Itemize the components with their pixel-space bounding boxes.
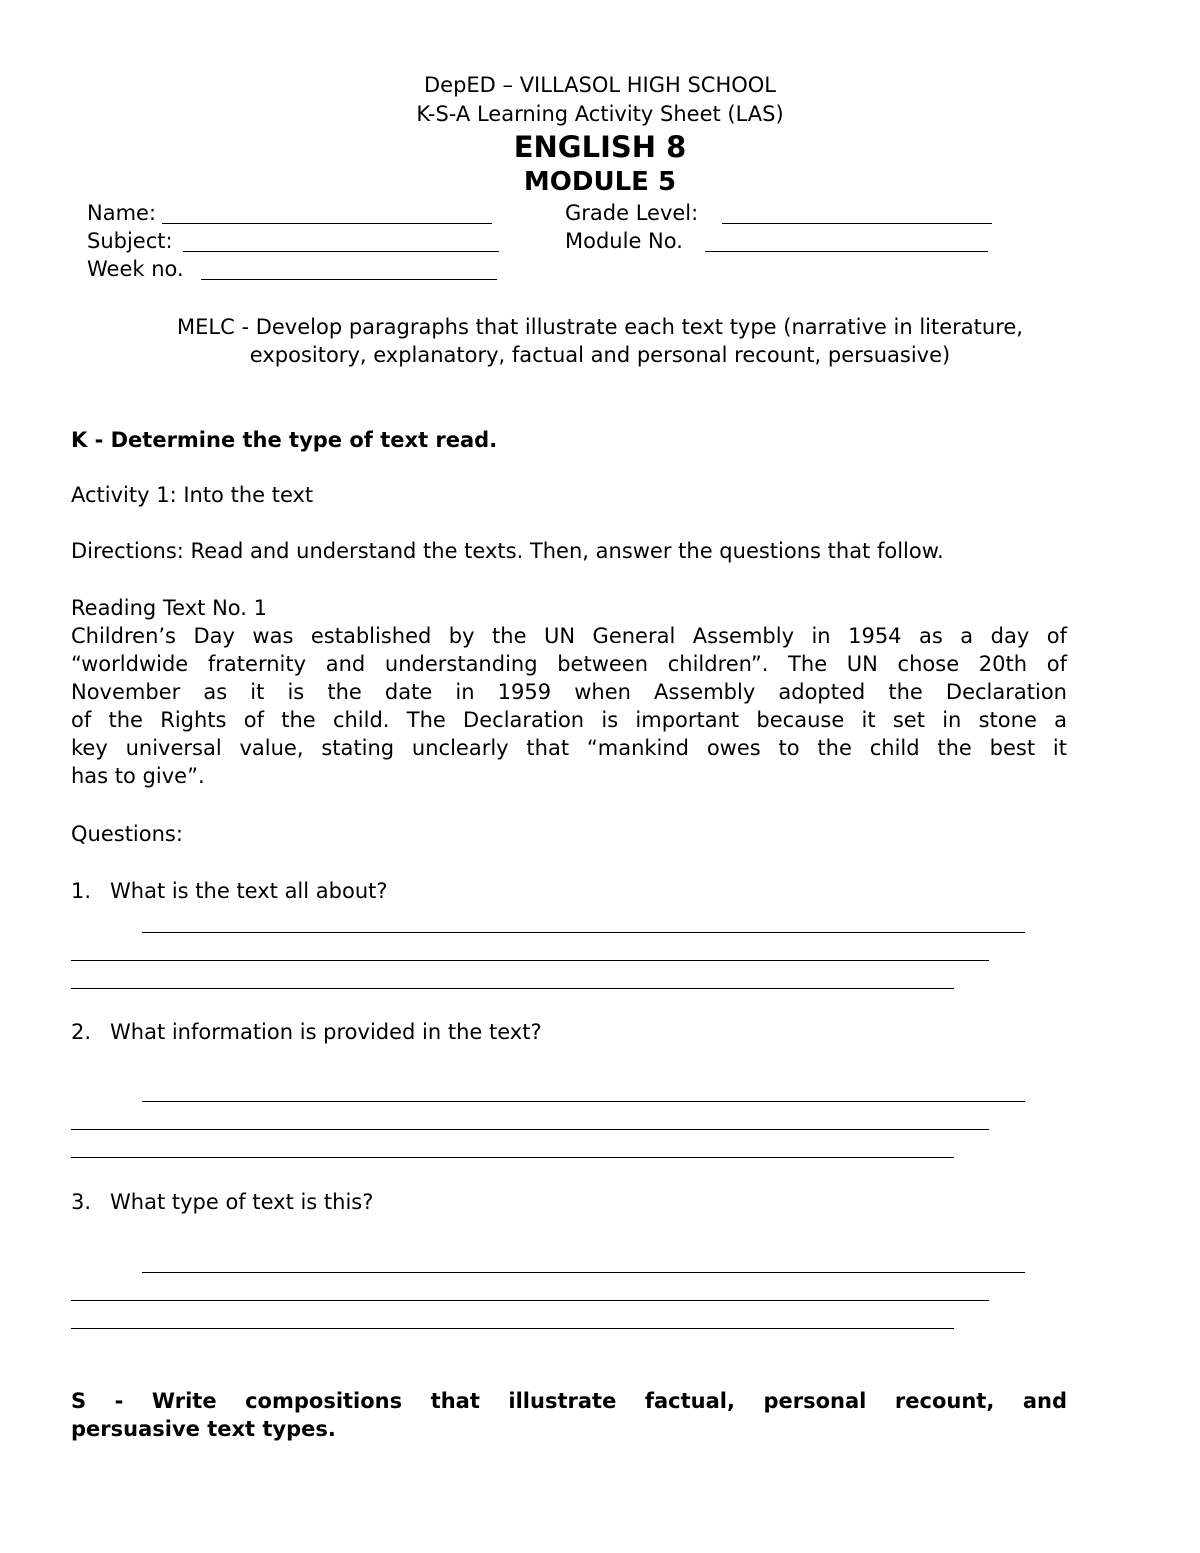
reading-text [71, 622, 1067, 790]
reading-title: Reading Text No. 1 [71, 596, 267, 620]
week-label: Week no. [87, 257, 184, 281]
answer-line[interactable] [71, 1300, 989, 1301]
directions: Directions: Read and understand the texts. Then, answer the questions that follow. [71, 539, 944, 563]
answer-line[interactable] [142, 1272, 1025, 1273]
module-no-label: Module No. [565, 229, 683, 253]
module-title: MODULE 5 [523, 167, 677, 197]
question-1-text: What is the text all about? [110, 879, 388, 903]
s-heading-line-1: S - Write compositions that illustrate factual, personal recount, and [71, 1389, 1067, 1413]
questions-label: Questions: [71, 822, 183, 846]
activity-title: Activity 1: Into the text [71, 483, 314, 507]
s-heading [71, 1387, 1067, 1443]
reading-line: of the Rights of the child. The Declaration is important because it set in stone a [71, 708, 1067, 732]
melc-line-1: MELC - Develop paragraphs that illustrate each text type (narrative in literature, [177, 315, 1023, 339]
reading-line: “worldwide fraternity and understanding between children”. The UN chose 20th of [71, 652, 1067, 676]
question-2-number: 2. [71, 1020, 92, 1044]
subject-field[interactable] [183, 251, 499, 252]
s-heading-line-2: persuasive text types. [71, 1417, 336, 1441]
question-3-number: 3. [71, 1190, 92, 1214]
sheet-title: K-S-A Learning Activity Sheet (LAS) [416, 102, 784, 126]
page-title: ENGLISH 8 [513, 130, 687, 164]
answer-line[interactable] [71, 960, 989, 961]
answer-line[interactable] [71, 1328, 954, 1329]
name-field[interactable] [162, 223, 492, 224]
question-3-text: What type of text is this? [110, 1190, 374, 1214]
reading-line: has to give”. [71, 764, 205, 788]
module-no-field[interactable] [705, 251, 988, 252]
school-name: DepED – VILLASOL HIGH SCHOOL [423, 73, 777, 97]
grade-level-field[interactable] [722, 223, 992, 224]
answer-line[interactable] [71, 1129, 989, 1130]
answer-line[interactable] [142, 1101, 1025, 1102]
name-label: Name: [87, 201, 157, 225]
question-2-text: What information is provided in the text? [110, 1020, 542, 1044]
reading-line: Children’s Day was established by the UN General Assembly in 1954 as a day of [71, 624, 1067, 648]
question-1-number: 1. [71, 879, 92, 903]
answer-line[interactable] [71, 988, 954, 989]
answer-line[interactable] [71, 1157, 954, 1158]
melc-line-2: expository, explanatory, factual and personal recount, persuasive) [249, 343, 951, 367]
reading-line: November as it is the date in 1959 when Assembly adopted the Declaration [71, 680, 1067, 704]
k-heading: K - Determine the type of text read. [71, 428, 498, 452]
subject-label: Subject: [87, 229, 173, 253]
answer-line[interactable] [142, 932, 1025, 933]
week-field[interactable] [201, 279, 497, 280]
grade-level-label: Grade Level: [565, 201, 699, 225]
reading-line: key universal value, stating unclearly that “mankind owes to the child the best it [71, 736, 1067, 760]
